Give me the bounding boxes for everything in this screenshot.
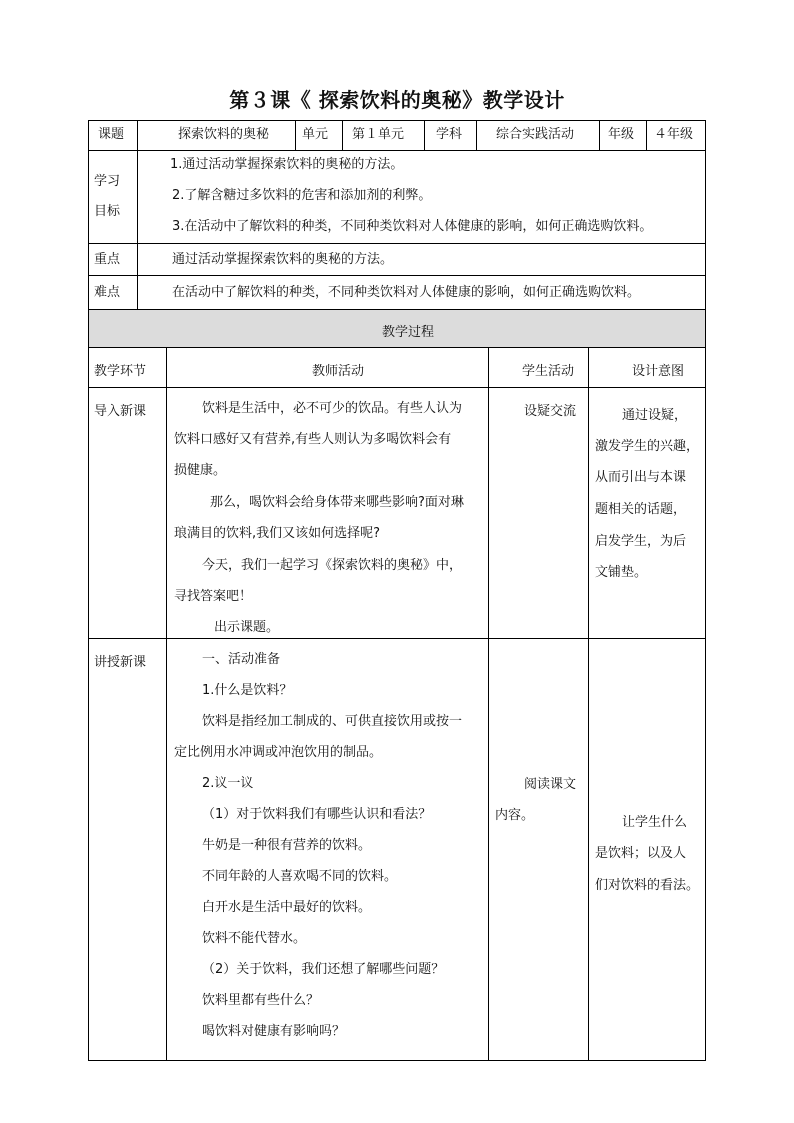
row-divider (88, 150, 706, 151)
lesson-value: 探索饮料的奥秘 (178, 127, 270, 142)
unit-label: 单元 (302, 127, 329, 142)
lecture-intent-line: 们对饮料的看法。 (595, 878, 700, 893)
row-divider (88, 275, 706, 276)
col-divider (295, 120, 296, 150)
intro-intent-line: 题相关的话题， (595, 502, 687, 517)
subject-label: 学科 (436, 127, 463, 142)
lecture-intent-line: 是饮料；以及人 (595, 846, 687, 861)
lecture-teacher-line: 饮料不能代替水。 (202, 931, 307, 946)
table-border-left (88, 120, 89, 1061)
lecture-teacher-line: 饮料里都有些什么？ (202, 993, 320, 1008)
key-point-text: 通过活动掌握探索饮料的奥秘的方法。 (172, 252, 394, 267)
lecture-teacher-line: 一、活动准备 (202, 652, 281, 667)
grade-label: 年级 (608, 127, 635, 142)
objective-item: 2.了解含糖过多饮料的危害和添加剂的利弊。 (172, 188, 432, 203)
key-point-label: 重点 (94, 252, 121, 267)
lecture-teacher-line: （1）对于饮料我们有哪些认识和看法？ (202, 807, 432, 822)
col-divider (646, 120, 647, 150)
intro-teacher-line: 出示课题。 (214, 620, 280, 635)
intro-teacher-line: 那么，喝饮料会给身体带来哪些影响?面对琳 (210, 495, 464, 510)
objectives-label-line2: 目标 (94, 204, 121, 219)
intro-stage: 导入新课 (94, 404, 147, 419)
intro-intent-line: 文铺垫。 (595, 565, 648, 580)
col-divider (476, 120, 477, 150)
lecture-teacher-line: 定比例用水冲调或冲泡饮用的制品。 (174, 745, 383, 760)
row-divider (88, 309, 706, 310)
column-header-student: 学生活动 (522, 364, 575, 379)
lecture-teacher-line: 喝饮料对健康有影响吗？ (202, 1024, 346, 1039)
lecture-teacher-line: 白开水是生活中最好的饮料。 (202, 900, 372, 915)
row-divider (88, 387, 706, 388)
col-divider (424, 120, 425, 150)
lecture-stage: 讲授新课 (94, 655, 147, 670)
col-divider (342, 120, 343, 150)
objectives-label-line1: 学习 (94, 174, 121, 189)
table-border-bottom (88, 1060, 706, 1061)
column-header-intent: 设计意图 (632, 364, 685, 379)
col-divider (488, 347, 489, 1060)
table-border-top (88, 120, 706, 121)
col-divider (599, 120, 600, 150)
row-divider (88, 243, 706, 244)
lecture-student-line: 内容。 (495, 808, 535, 823)
table-border-right (705, 120, 706, 1061)
lesson-label: 课题 (98, 127, 125, 142)
intro-intent-line: 从而引出与本课 (595, 470, 687, 485)
column-header-stage: 教学环节 (94, 364, 147, 379)
difficulty-text: 在活动中了解饮料的种类，不同种类饮料对人体健康的影响，如何正确选购饮料。 (172, 285, 641, 300)
row-divider (88, 638, 706, 639)
intro-teacher-line: 今天，我们一起学习《探索饮料的奥秘》中， (202, 558, 463, 573)
objective-item: 3.在活动中了解饮料的种类，不同种类饮料对人体健康的影响，如何正确选购饮料。 (172, 219, 653, 234)
lecture-teacher-line: 2.议一议 (202, 776, 254, 791)
lecture-teacher-line: 饮料是指经加工制成的、可供直接饮用或按一 (202, 714, 463, 729)
lecture-teacher-line: （2）关于饮料，我们还想了解哪些问题？ (202, 962, 445, 977)
intro-student: 设疑交流 (524, 404, 577, 419)
document-title: 第３课《 探索饮料的奥秘》教学设计 (229, 88, 565, 112)
objective-item: 1.通过活动掌握探索饮料的奥秘的方法。 (170, 157, 404, 172)
col-divider (137, 150, 138, 309)
col-divider (137, 120, 138, 150)
intro-intent-line: 启发学生，为后 (595, 534, 687, 549)
lecture-teacher-line: 牛奶是一种很有营养的饮料。 (202, 838, 372, 853)
col-divider (166, 347, 167, 1060)
intro-intent-line: 激发学生的兴趣， (595, 439, 700, 454)
grade-value: ４年级 (654, 127, 694, 142)
lecture-teacher-line: 1.什么是饮料？ (202, 683, 293, 698)
difficulty-label: 难点 (94, 285, 121, 300)
lecture-intent-line: 让学生什么 (622, 815, 688, 830)
intro-teacher-line: 琅满目的饮料,我们又该如何选择呢? (174, 526, 381, 541)
column-header-teacher: 教师活动 (312, 364, 365, 379)
intro-teacher-line: 饮料是生活中，必不可少的饮品。有些人认为 (202, 401, 463, 416)
intro-teacher-line: 饮料口感好又有营养,有些人则认为多喝饮料会有 (174, 432, 452, 447)
subject-value: 综合实践活动 (496, 127, 575, 142)
col-divider (588, 347, 589, 1060)
unit-value: 第１单元 (352, 127, 405, 142)
row-divider (88, 347, 706, 348)
lecture-student-line: 阅读课文 (524, 777, 577, 792)
intro-intent-line: 通过设疑， (622, 408, 688, 423)
intro-teacher-line: 损健康。 (174, 463, 227, 478)
intro-teacher-line: 寻找答案吧！ (174, 589, 253, 604)
lecture-teacher-line: 不同年龄的人喜欢喝不同的饮料。 (202, 869, 398, 884)
process-title: 教学过程 (382, 325, 435, 340)
